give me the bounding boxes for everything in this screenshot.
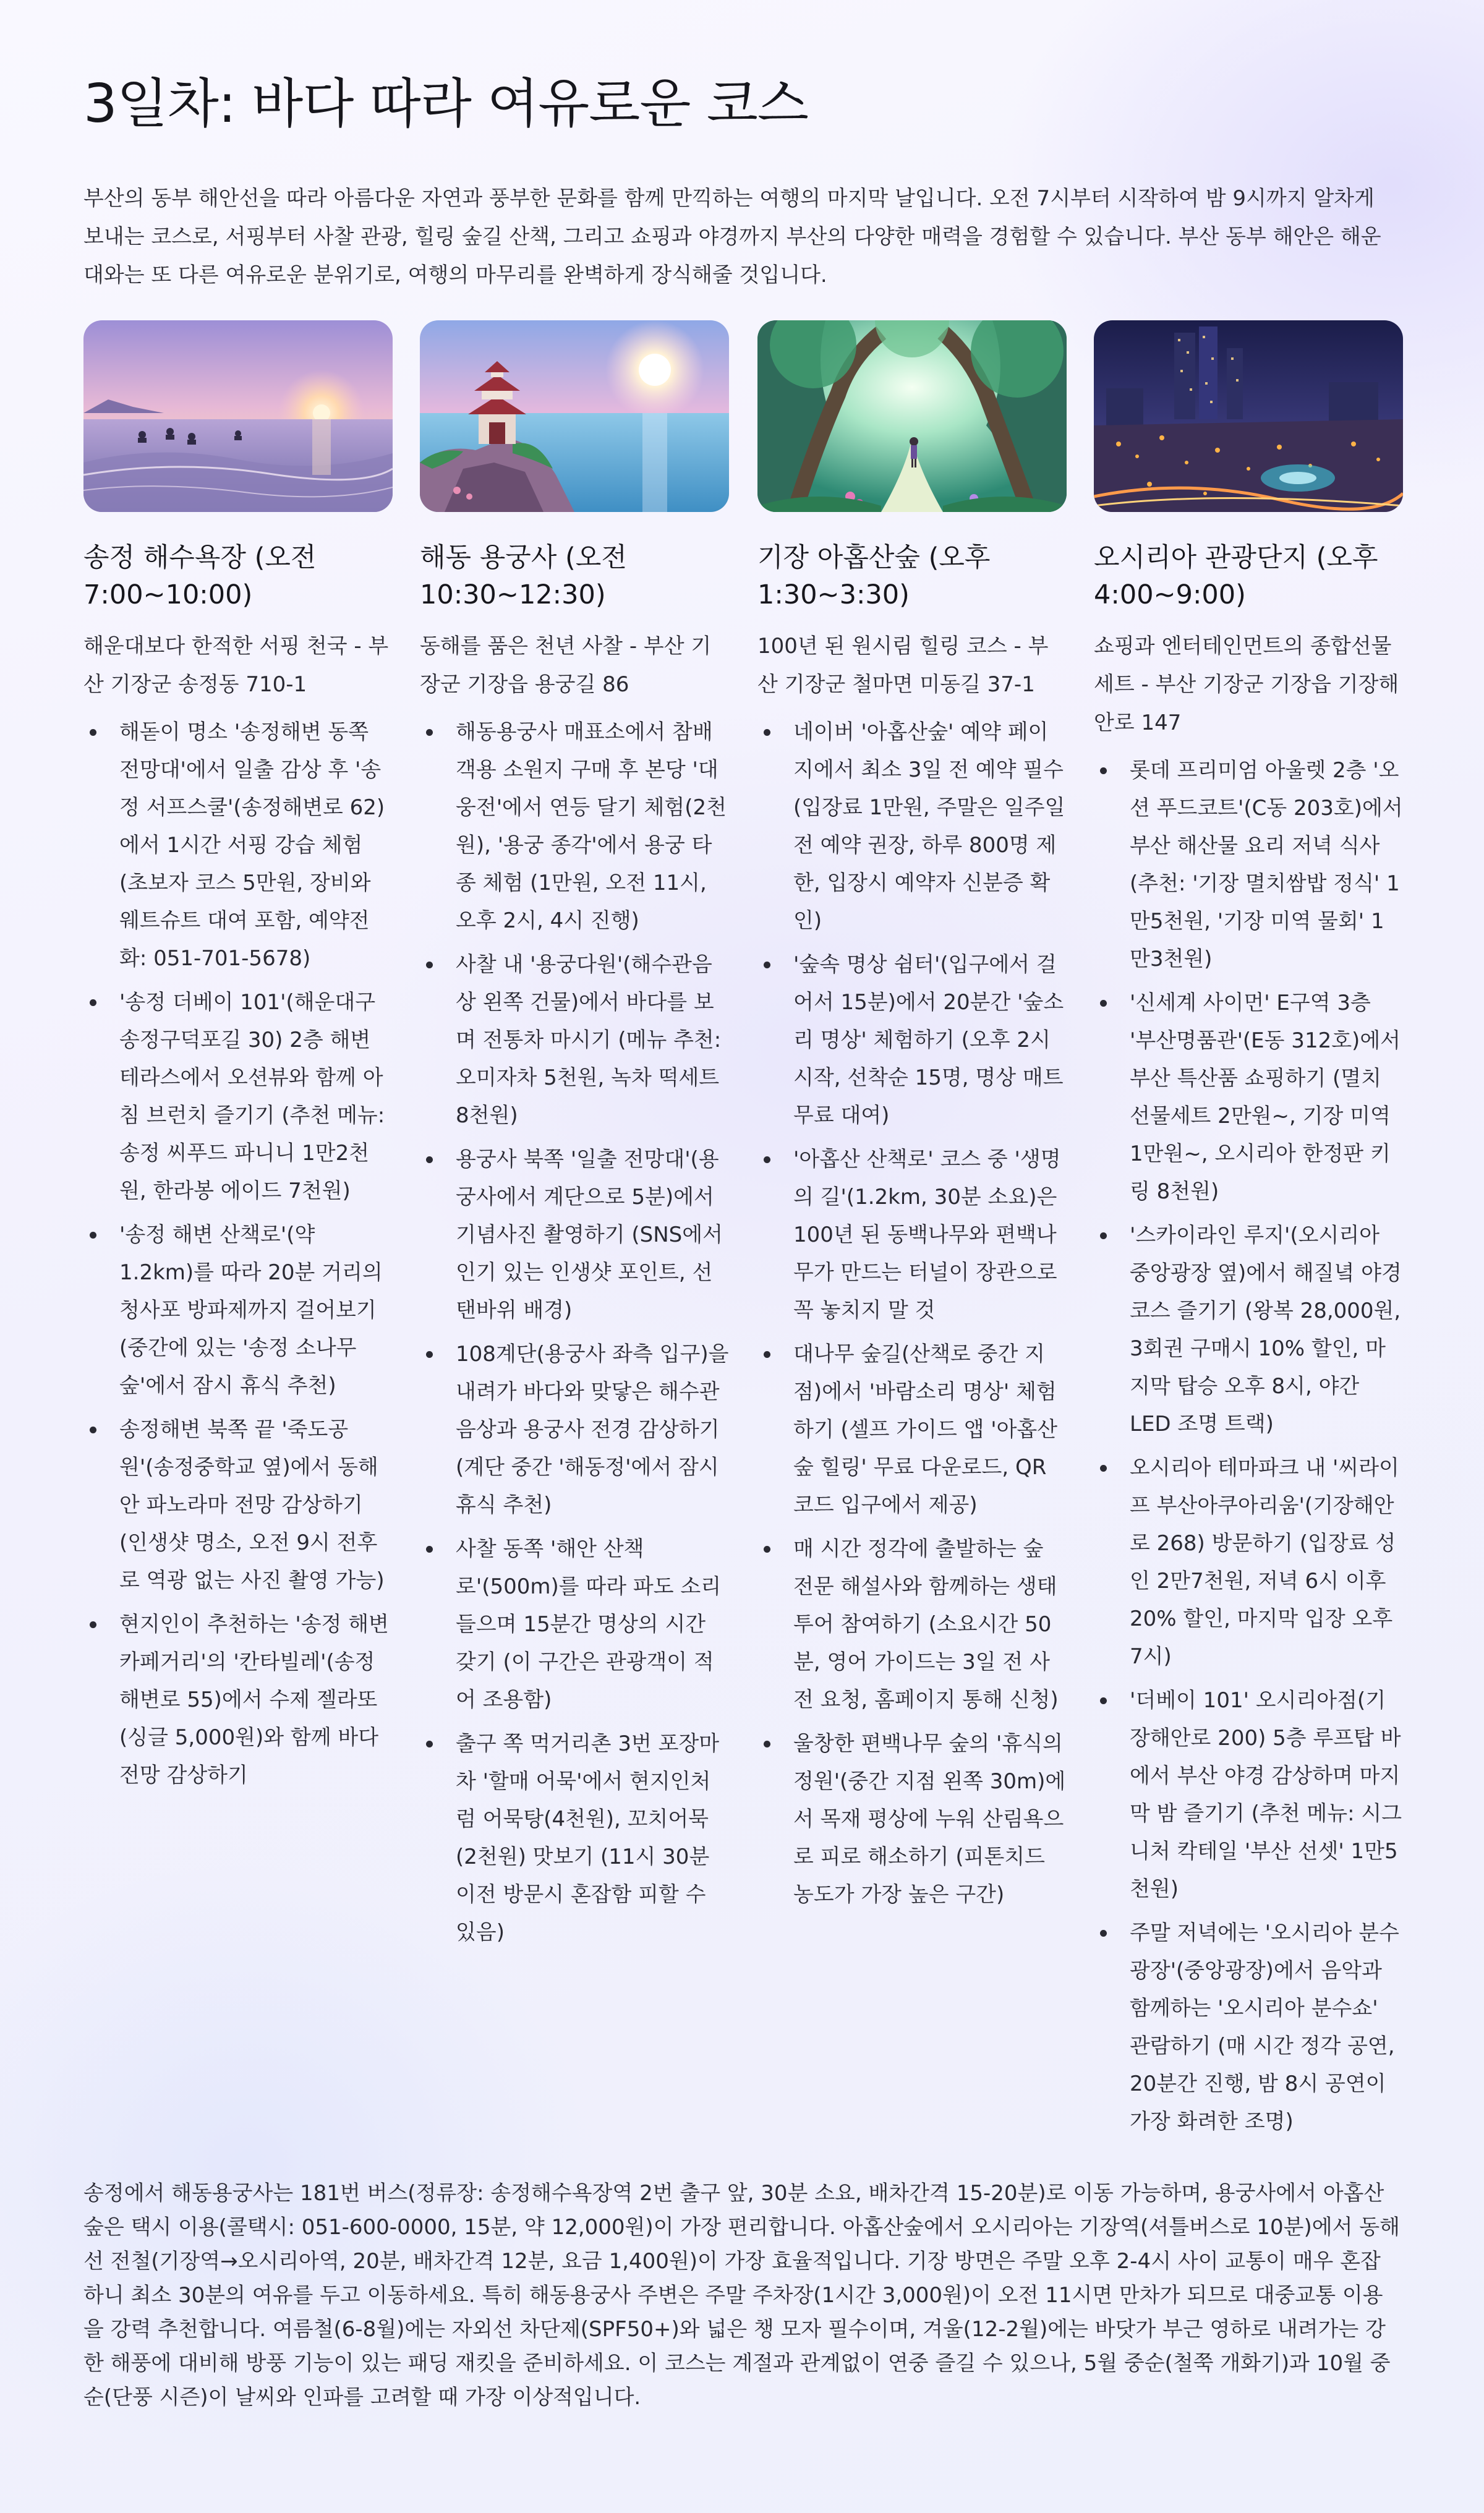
spot-subtitle: 100년 된 원시림 힐링 코스 - 부산 기장군 철마면 미동길 37-1: [757, 634, 1049, 697]
intro-paragraph: 부산의 동부 해안선을 따라 아름다운 자연과 풍부한 문화를 함께 만끽하는 여행의 마지막 날입니다. 오전 7시부터 시작하여 밤 9시까지 알차게 보내는 코스로, 서핑부터 사찰 관광, 힐링 숲길 산책, 그리고 쇼핑과 야경까지 부산의 다양한 매력을 경험할 수 있습니다. 부산 동부 해안은 해운대와는 또 다른 여유로운 분위기로, 여행의 마무리를 완벽하게 장식해줄 것입니다.: [83, 186, 1381, 288]
list-item: 롯데 프리미엄 아울렛 2층 '오션 푸드코트'(C동 203호)에서 부산 해산물 요리 저녁 식사 (추천: '기장 멸치쌈밥 정식' 1만5천원, '기장 미역 물회' 1만3천원): [1094, 752, 1403, 978]
ahopsan-forest-image: [757, 320, 1067, 512]
list-item: '아홉산 산책로' 코스 중 '생명의 길'(1.2km, 30분 소요)은 100년 된 동백나무와 편백나무가 만드는 터널이 장관으로 꼭 놓치지 말 것: [757, 1141, 1067, 1329]
list-item: 108계단(용궁사 좌측 입구)을 내려가 바다와 맞닿은 해수관음상과 용궁사 전경 감상하기 (계단 중간 '해동정'에서 잠시 휴식 추천): [420, 1336, 729, 1524]
activity-list: [420, 714, 729, 1952]
list-item: 오시리아 테마파크 내 '씨라이프 부산아쿠아리움'(기장해안로 268) 방문하기 (입장료 성인 2만7천원, 저녁 6시 이후 20% 할인, 마지막 입장 오후 7시): [1094, 1449, 1403, 1676]
list-item: 용궁사 북쪽 '일출 전망대'(용궁사에서 계단으로 5분)에서 기념사진 촬영하기 (SNS에서 인기 있는 인생샷 포인트, 선탠바위 배경): [420, 1141, 729, 1329]
list-item: '스카이라인 루지'(오시리아 중앙광장 옆)에서 해질녘 야경 코스 즐기기 (왕복 28,000원, 3회권 구매시 10% 할인, 마지막 탑승 오후 8시, 야간 LED 조명 트랙): [1094, 1217, 1403, 1443]
list-item: '송정 더베이 101'(해운대구 송정구덕포길 30) 2층 해변 테라스에서 오션뷰와 함께 아침 브런치 즐기기 (추천 메뉴: 송정 씨푸드 파니니 1만2천원, 한라봉 에이드 7천원): [83, 984, 393, 1210]
list-item: '숲속 명상 쉼터'(입구에서 걸어서 15분)에서 20분간 '숲소리 명상' 체험하기 (오후 2시 시작, 선착순 15명, 명상 매트 무료 대여): [757, 946, 1067, 1135]
spot-title: 오시리아 관광단지 (오후 4:00~9:00): [1094, 542, 1378, 610]
list-item: 네이버 '아홉산숲' 예약 페이지에서 최소 3일 전 예약 필수 (입장료 1만원, 주말은 일주일 전 예약 권장, 하루 800명 제한, 입장시 예약자 신분증 확인): [757, 714, 1067, 940]
list-item: 출구 쪽 먹거리촌 3번 포장마차 '할매 어묵'에서 현지인처럼 어묵탕(4천원), 꼬치어묵(2천원) 맛보기 (11시 30분 이전 방문시 혼잡함 피할 수 있음): [420, 1725, 729, 1952]
spot-card-songjeong: [83, 320, 393, 1801]
page-title: 3일차: 바다 따라 여유로운 코스: [83, 73, 808, 135]
spot-title: 송정 해수욕장 (오전 7:00~10:00): [83, 542, 317, 610]
list-item: 매 시간 정각에 출발하는 숲 전문 해설사와 함께하는 생태 투어 참여하기 (소요시간 50분, 영어 가이드는 3일 전 사전 요청, 홈페이지 통해 신청): [757, 1530, 1067, 1719]
spot-card-yonggungsa: [420, 320, 729, 1958]
spot-title: 기장 아홉산숲 (오후 1:30~3:30): [757, 542, 991, 610]
spot-subtitle: 동해를 품은 천년 사찰 - 부산 기장군 기장읍 용궁길 86: [420, 634, 712, 697]
spot-subtitle: 쇼핑과 엔터테인먼트의 종합선물세트 - 부산 기장군 기장읍 기장해안로 147: [1094, 634, 1399, 735]
songjeong-beach-image: [83, 320, 393, 512]
spot-card-osiria: [1094, 320, 1403, 2147]
list-item: '송정 해변 산책로'(약 1.2km)를 따라 20분 거리의 청사포 방파제까지 걸어보기 (중간에 있는 '송정 소나무숲'에서 잠시 휴식 추천): [83, 1216, 393, 1405]
list-item: 울창한 편백나무 숲의 '휴식의 정원'(중간 지점 왼쪽 30m)에서 목재 평상에 누워 산림욕으로 피로 해소하기 (피톤치드 농도가 가장 높은 구간): [757, 1725, 1067, 1914]
list-item: 주말 저녁에는 '오시리아 분수광장'(중앙광장)에서 음악과 함께하는 '오시리아 분수쇼' 관람하기 (매 시간 정각 공연, 20분간 진행, 밤 8시 공연이 가장 화려한 조명): [1094, 1914, 1403, 2141]
transport-tips-paragraph: 송정에서 해동용궁사는 181번 버스(정류장: 송정해수욕장역 2번 출구 앞, 30분 소요, 배차간격 15-20분)로 이동 가능하며, 용궁사에서 아홉산숲은 택시 이용(콜택시: 051-600-0000, 15분, 약 12,000원)이 가장 편리합니다. 아홉산숲에서 오시리아는 기장역(셔틀버스로 10분)에서 동해선 전철(기장역→오시리아역, 20분, 배차간격 12분, 요금 1,400원)이 가장 효율적입니다. 기장 방면은 주말 오후 2-4시 사이 교통이 매우 혼잡하니 최소 30분의 여유를 두고 이동하세요. 특히 해동용궁사 주변은 주말 주차장(1시간 3,000원)이 오전 11시면 만차가 되므로 대중교통 이용을 강력 추천합니다. 여름철(6-8월)에는 자외선 차단제(SPF50+)와 넓은 챙 모자 필수이며, 겨울(12-2월)에는 바닷가 부근 영하로 내려가는 강한 해풍에 대비해 방풍 기능이 있는 패딩 재킷을 준비하세요. 이 코스는 계절과 관계없이 연중 즐길 수 있으나, 5월 중순(철쭉 개화기)과 10월 중순(단풍 시즌)이 날씨와 인파를 고려할 때 가장 이상적입니다.: [83, 2181, 1400, 2410]
osiria-night-image: [1094, 320, 1403, 512]
list-item: 대나무 숲길(산책로 중간 지점)에서 '바람소리 명상' 체험하기 (셀프 가이드 앱 '아홉산숲 힐링' 무료 다운로드, QR코드 입구에서 제공): [757, 1336, 1067, 1524]
yonggungsa-temple-image: [420, 320, 729, 512]
spot-title: 해동 용궁사 (오전 10:30~12:30): [420, 542, 627, 610]
list-item: 해돋이 명소 '송정해변 동쪽 전망대'에서 일출 감상 후 '송정 서프스쿨'(송정해변로 62)에서 1시간 서핑 강습 체험 (초보자 코스 5만원, 장비와 웨트슈트 대여 포함, 예약전화: 051-701-5678): [83, 714, 393, 978]
list-item: '신세계 사이먼' E구역 3층 '부산명품관'(E동 312호)에서 부산 특산품 쇼핑하기 (멸치 선물세트 2만원~, 기장 미역 1만원~, 오시리아 한정판 키링 8천원): [1094, 984, 1403, 1211]
activity-list: [83, 714, 393, 1794]
spot-subtitle: 해운대보다 한적한 서핑 천국 - 부산 기장군 송정동 710-1: [83, 634, 389, 697]
list-item: 송정해변 북쪽 끝 '죽도공원'(송정중학교 옆)에서 동해안 파노라마 전망 감상하기 (인생샷 명소, 오전 9시 전후로 역광 없는 사진 촬영 가능): [83, 1411, 393, 1600]
activity-list: [757, 714, 1067, 1914]
list-item: 현지인이 추천하는 '송정 해변카페거리'의 '칸타빌레'(송정해변로 55)에서 수제 젤라또(싱글 5,000원)와 함께 바다 전망 감상하기: [83, 1606, 393, 1794]
list-item: 해동용궁사 매표소에서 참배객용 소원지 구매 후 본당 '대웅전'에서 연등 달기 체험(2천원), '용궁 종각'에서 용궁 타종 체험 (1만원, 오전 11시, 오후 2시, 4시 진행): [420, 714, 729, 940]
list-item: 사찰 내 '용궁다원'(해수관음상 왼쪽 건물)에서 바다를 보며 전통차 마시기 (메뉴 추천: 오미자차 5천원, 녹차 떡세트 8천원): [420, 946, 729, 1135]
list-item: '더베이 101' 오시리아점(기장해안로 200) 5층 루프탑 바에서 부산 야경 감상하며 마지막 밤 즐기기 (추천 메뉴: 시그니처 칵테일 '부산 선셋' 1만5천원): [1094, 1682, 1403, 1908]
activity-list: [1094, 752, 1403, 2141]
list-item: 사찰 동쪽 '해안 산책로'(500m)를 따라 파도 소리 들으며 15분간 명상의 시간 갖기 (이 구간은 관광객이 적어 조용함): [420, 1530, 729, 1719]
spot-card-ahopsan: [757, 320, 1067, 1920]
